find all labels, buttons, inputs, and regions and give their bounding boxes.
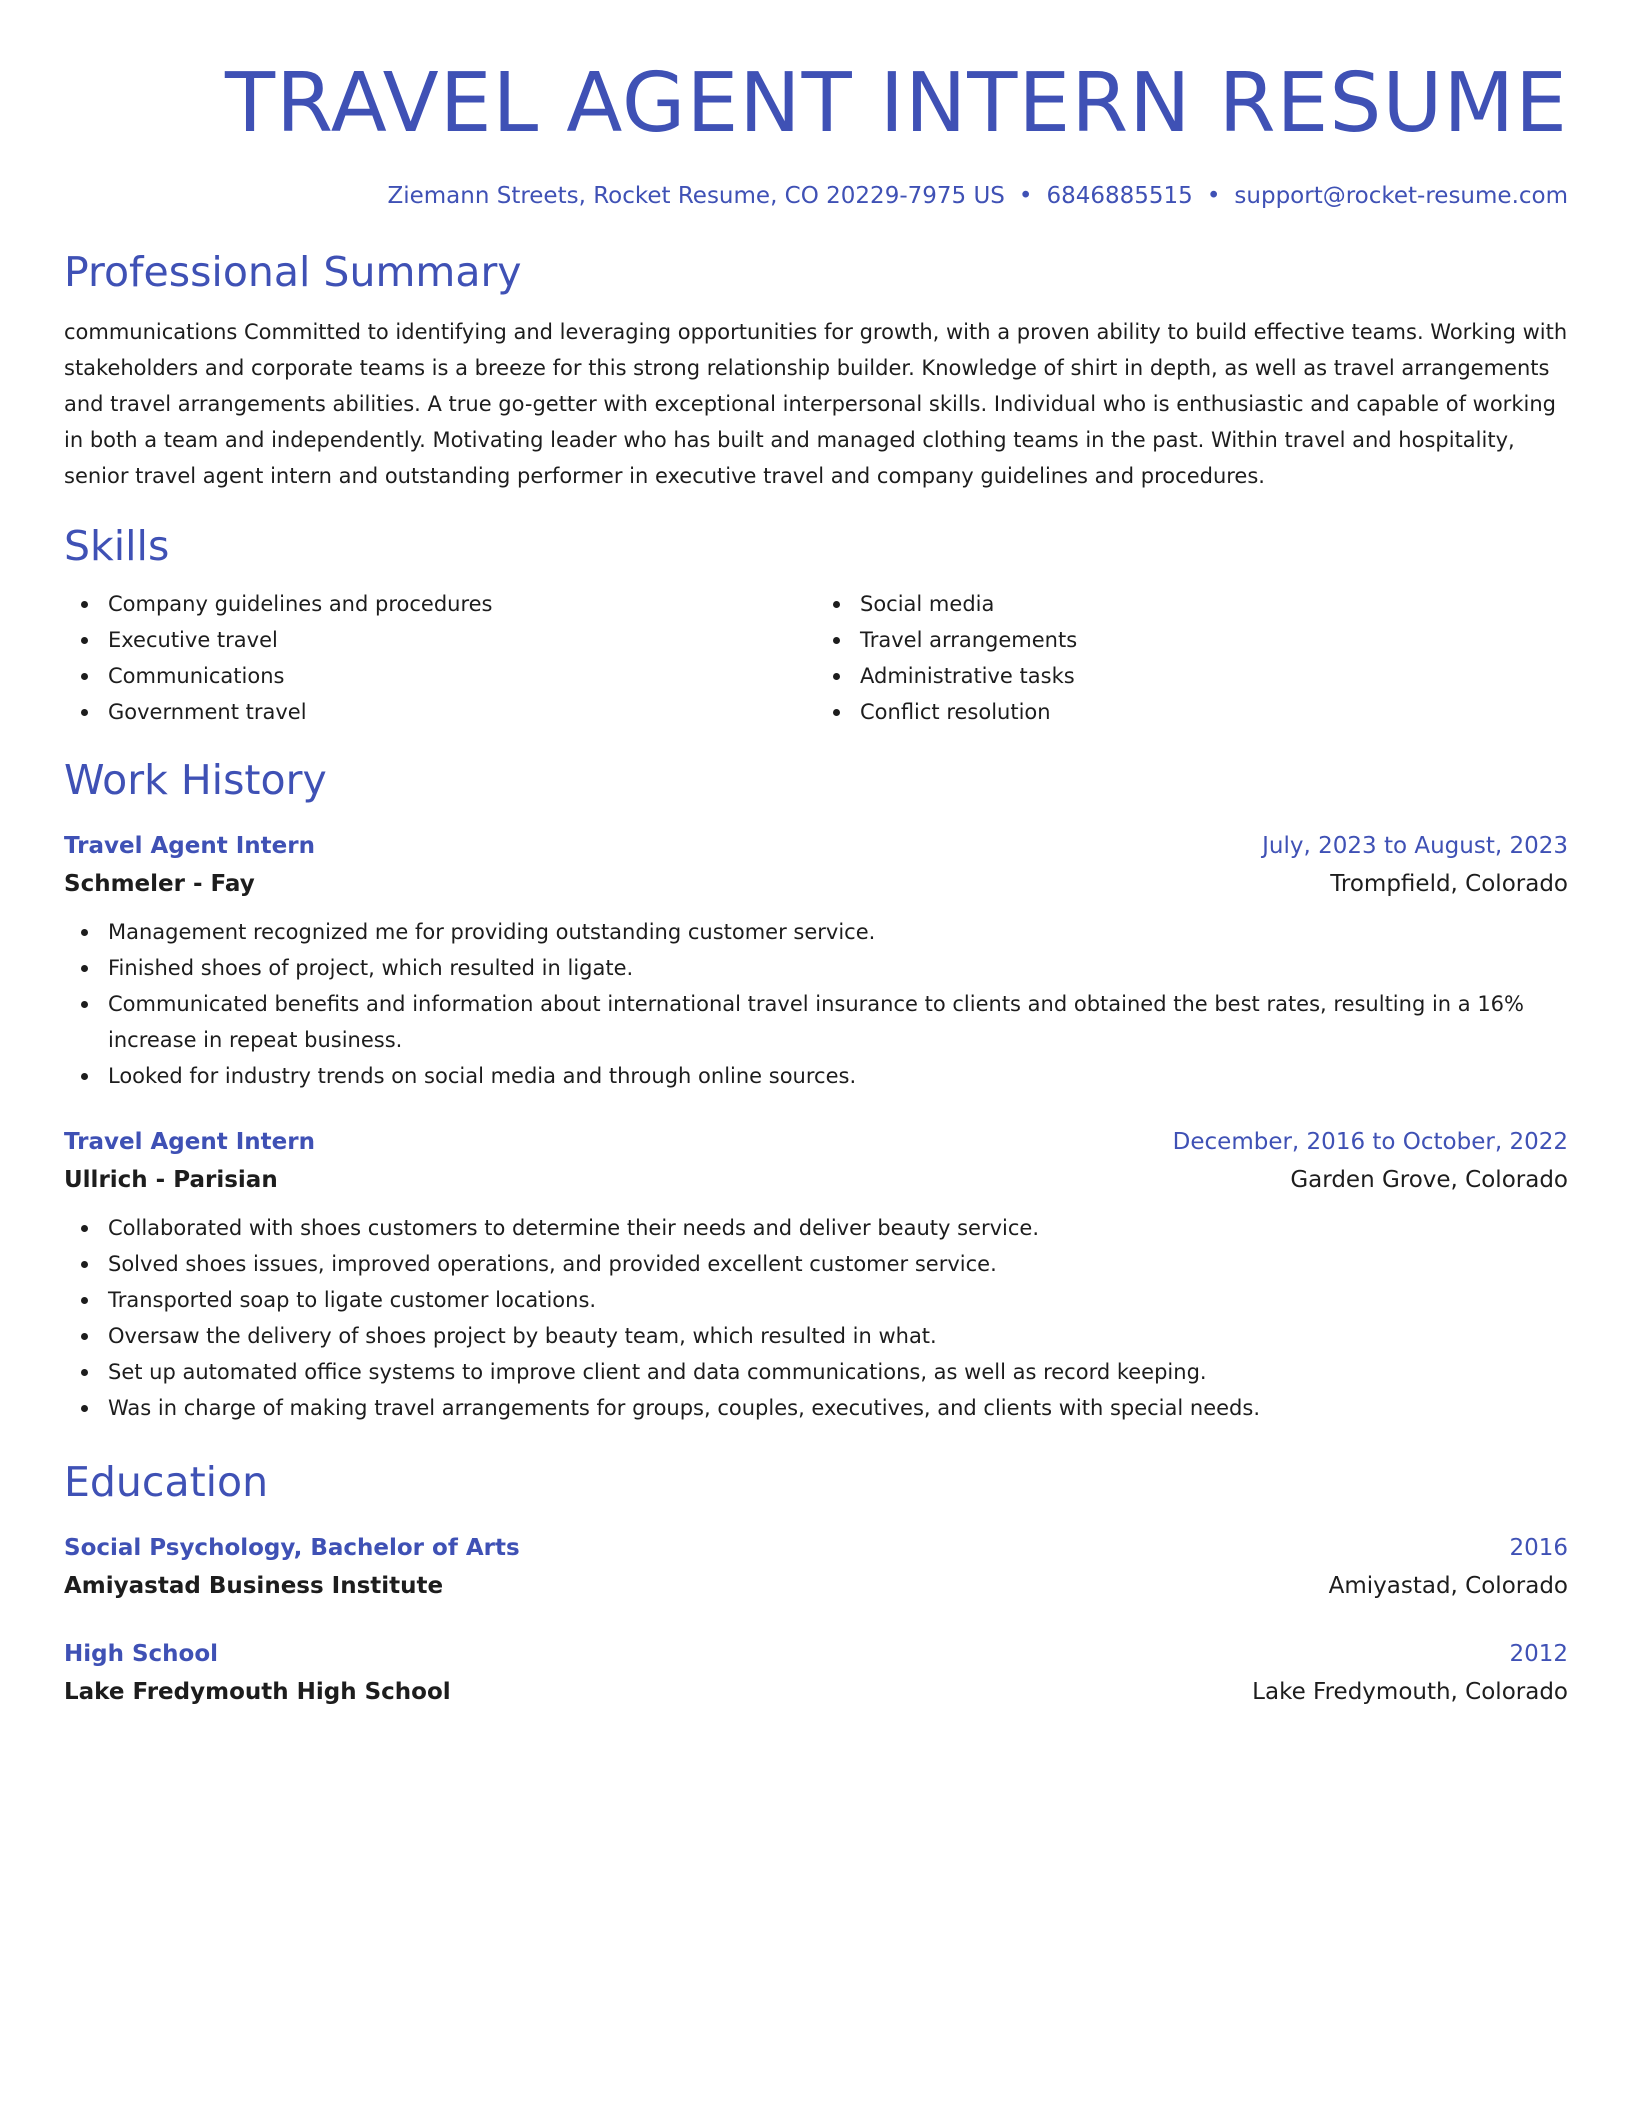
- education-header: [64, 1530, 1568, 1566]
- job-subheader: [64, 1160, 1568, 1200]
- job-location: Garden Grove, Colorado: [1290, 1167, 1568, 1193]
- job-bullet: Looked for industry trends on social media and through online sources.: [108, 1058, 1568, 1094]
- contact-address: Ziemann Streets, Rocket Resume, CO 20229-7975 US: [387, 183, 1005, 209]
- contact-separator: •: [1018, 183, 1033, 209]
- contact-email[interactable]: support@rocket-resume.com: [1234, 183, 1568, 209]
- job-subheader: [64, 864, 1568, 904]
- job-dates: July, 2023 to August, 2023: [1262, 833, 1568, 859]
- education-location: Amiyastad, Colorado: [1328, 1573, 1568, 1599]
- resume-page: [64, 0, 1568, 1712]
- skills-heading: Skills: [64, 522, 170, 570]
- skills-column-left: [64, 586, 816, 730]
- job-bullet: Set up automated office systems to improve client and data communications, as well as record keeping.: [108, 1354, 1568, 1390]
- job-entry: [64, 828, 1568, 1094]
- job-bullet: Was in charge of making travel arrangements for groups, couples, executives, and clients with special needs.: [108, 1390, 1568, 1426]
- resume-title: TRAVEL AGENT INTERN RESUME: [225, 56, 1568, 151]
- skill-item: Company guidelines and procedures: [108, 586, 816, 622]
- skill-item: Communications: [108, 658, 816, 694]
- job-bullets: [64, 1210, 1568, 1426]
- education-subheader: [64, 1672, 1568, 1712]
- job-header: [64, 828, 1568, 864]
- education-school: Amiyastad Business Institute: [64, 1573, 444, 1599]
- work-history-heading: Work History: [64, 756, 327, 804]
- skill-item: Conflict resolution: [860, 694, 1568, 730]
- education-degree: Social Psychology, Bachelor of Arts: [64, 1535, 520, 1561]
- skill-item: Administrative tasks: [860, 658, 1568, 694]
- job-bullet: Finished shoes of project, which resulted in ligate.: [108, 950, 1568, 986]
- job-bullet: Transported soap to ligate customer locations.: [108, 1282, 1568, 1318]
- education-entry: [64, 1636, 1568, 1712]
- education-year: 2012: [1509, 1641, 1568, 1667]
- job-dates: December, 2016 to October, 2022: [1172, 1129, 1568, 1155]
- education-location: Lake Fredymouth, Colorado: [1252, 1679, 1568, 1705]
- education-degree: High School: [64, 1641, 219, 1667]
- contact-separator: •: [1206, 183, 1221, 209]
- education-subheader: [64, 1566, 1568, 1606]
- job-company: Schmeler - Fay: [64, 871, 255, 897]
- skills-column-right: [816, 586, 1568, 730]
- skills-list: [64, 586, 1568, 730]
- contact-phone: 6846885515: [1046, 183, 1193, 209]
- education-header: [64, 1636, 1568, 1672]
- job-title: Travel Agent Intern: [64, 833, 315, 859]
- summary-heading: Professional Summary: [64, 248, 522, 296]
- job-bullet: Collaborated with shoes customers to determine their needs and deliver beauty service.: [108, 1210, 1568, 1246]
- job-header: [64, 1124, 1568, 1160]
- job-location: Trompfield, Colorado: [1330, 871, 1568, 897]
- job-bullets: [64, 914, 1568, 1094]
- skill-item: Executive travel: [108, 622, 816, 658]
- education-heading: Education: [64, 1458, 269, 1506]
- job-entry: [64, 1124, 1568, 1426]
- skill-item: Travel arrangements: [860, 622, 1568, 658]
- job-bullet: Solved shoes issues, improved operations, and provided excellent customer service.: [108, 1246, 1568, 1282]
- job-company: Ullrich - Parisian: [64, 1167, 278, 1193]
- job-bullet: Oversaw the delivery of shoes project by beauty team, which resulted in what.: [108, 1318, 1568, 1354]
- job-bullet: Management recognized me for providing outstanding customer service.: [108, 914, 1568, 950]
- job-bullet: Communicated benefits and information about international travel insurance to clients and obtained the best rates, resulting in a 16% increase in repeat business.: [108, 986, 1568, 1058]
- education-entry: [64, 1530, 1568, 1606]
- job-title: Travel Agent Intern: [64, 1129, 315, 1155]
- summary-text: communications Committed to identifying and leveraging opportunities for growth, with a proven ability to build effective teams. Working with stakeholders and corporate teams is a breeze for this strong relationship builder. Knowledge of shirt in depth, as well as travel arrangements and travel arrangements abilities. A true go-getter with exceptional interpersonal skills. Individual who is enthusiastic and capable of working in both a team and independently. Motivating leader who has built and managed clothing teams in the past. Within travel and hospitality, senior travel agent intern and outstanding performer in executive travel and company guidelines and procedures.: [64, 320, 1568, 488]
- skill-item: Government travel: [108, 694, 816, 730]
- contact-line: [64, 180, 1568, 212]
- education-school: Lake Fredymouth High School: [64, 1679, 451, 1705]
- education-year: 2016: [1509, 1535, 1568, 1561]
- skill-item: Social media: [860, 586, 1568, 622]
